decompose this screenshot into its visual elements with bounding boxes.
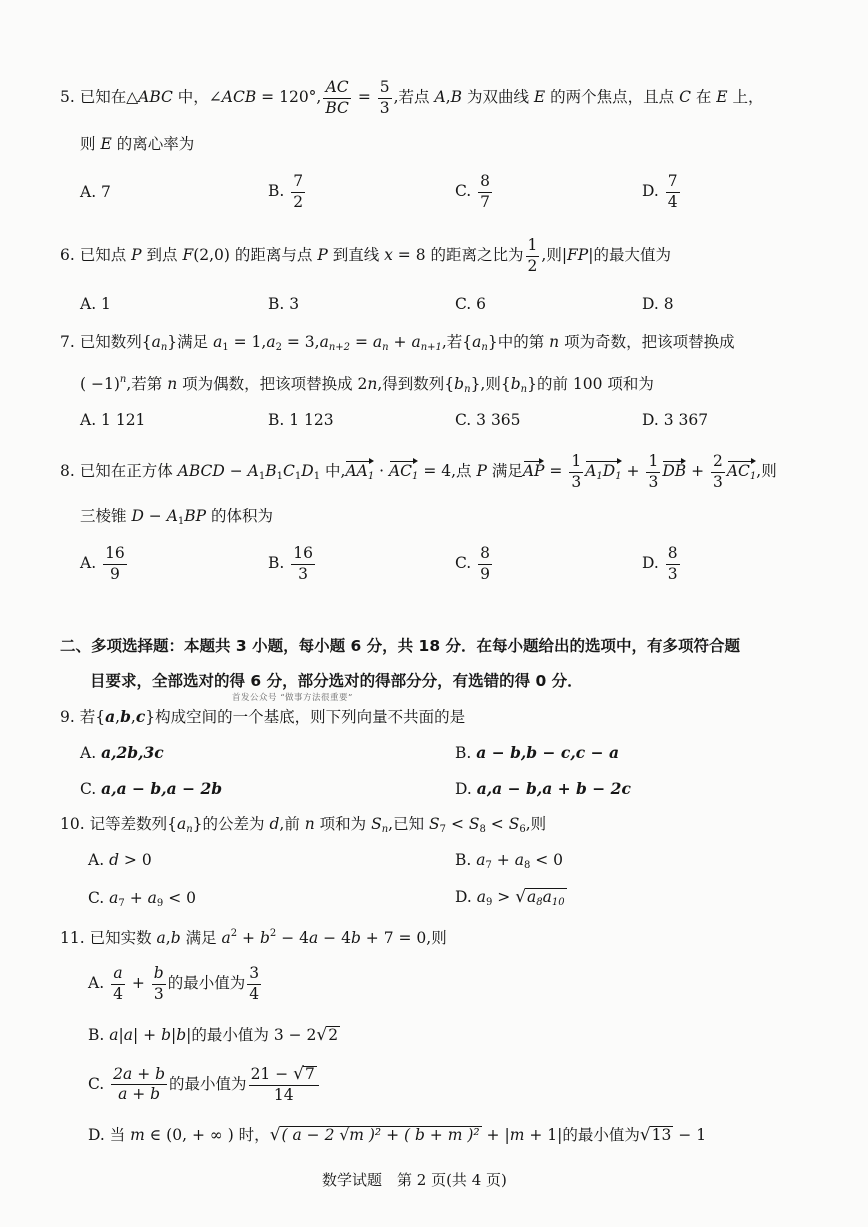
q10-option-c: C. $a_7 + a_9 < 0$ [88,889,196,909]
section2-heading-line2: 目要求，全部选对的得 6 分，部分选对的得部分分，有选错的得 0 分． [90,672,583,690]
q9-option-b: B. a − b,b − c,c − a [455,743,620,762]
q7-option-b: B. 1 123 [268,411,334,429]
vector-ac1-2: $AC_1$ [726,462,757,482]
vector-ac1: $AC_1$ [388,462,419,482]
q5-option-b: B. $\frac{7}{2}$ [268,172,304,211]
q6-option-b: B. 3 [268,295,300,313]
q11-stem: 11. 已知实数 a,b 满足 $a^2 + b^2 - 4a - 4b + 7 = 0$,则 [60,928,447,947]
q10-option-a: A. d > 0 [88,851,152,869]
q6-option-c: C. 6 [455,295,487,313]
q9-option-d: D. a,a − b,a + b − 2c [455,779,631,798]
q8-line1: 8. 已知在正方体 ABCD − $A_1B_1C_1D_1$ 中$,AA_1 \cdot AC_1 = 4$,点 P 满足AP = $\frac{1}{3}$ $A_1D_1$ + $\frac{1}{3}$ DB + $\frac{2}{3}$ $AC_1$,则 [60,452,777,491]
q6-option-d: D. 8 [642,295,674,313]
q10-stem: 10. 记等差数列$\{a_n\}$的公差为 d,前 n 项和为 $S_n$,已知 $S_7 < S_8 < S_6$,则 [60,815,547,835]
q11-option-a: A. $\frac{a}{4}$ + $\frac{b}{3}$ 的最小值为 $\frac{3}{4}$ [88,964,260,1003]
section2-heading-line1: 二、多项选择题：本题共 3 小题，每小题 6 分，共 18 分．在每小题给出的选项中，有多项符合题 [60,637,741,655]
q11-option-c: C. $\frac{2a + b}{a + b}$ 的最小值为 $\frac{21 - √7}{14}$ [88,1066,321,1104]
q5-option-d: D. $\frac{7}{4}$ [642,172,678,211]
q9-option-a: A. a,2b,3c [80,743,164,762]
q5-option-c: C. $\frac{8}{7}$ [455,172,491,211]
watermark-text: 首发公众号 “做事方法很重要” [232,693,353,703]
q7-line1: 7. 已知数列$\{a_n\}$满足 $a_1 = 1,a_2 = 3,a_{n+2} = a_n + a_{n+1}$,若$\{a_n\}$中的第 n 项为奇数，把该项替换成 [60,333,735,353]
vector-db: DB [662,462,687,480]
q10-option-d: D. $a_9 > √a_8a_{10}$ [455,887,565,908]
q5-ratio-fraction: $\frac{AC}{BC}$ [325,78,349,117]
q10-option-b: B. $a_7 + a_8 < 0$ [455,851,564,871]
q8-option-b: B. $\frac{16}{3}$ [268,544,313,583]
vector-aa1: $AA_1$ [345,462,375,482]
q9-stem: 9. 若{a,b,c}构成空间的一个基底，则下列向量不共面的是 [60,707,466,726]
q11-option-d: D. 当 m ∈ (0, + ∞ ) 时，√( a − 2 √m )² + ( b + m )² + |m + 1|的最小值为√13 − 1 [88,1125,707,1145]
q8-option-a: A. $\frac{16}{9}$ [80,544,125,583]
q9-option-c: C. a,a − b,a − 2b [80,779,223,798]
q5-line2: 则 E 的离心率为 [80,135,195,153]
vector-a1d1: $A_1D_1$ [585,462,622,482]
q5-option-a: A. 7 [80,183,111,201]
q8-option-c: C. $\frac{8}{9}$ [455,544,491,583]
q8-line2: 三棱锥 $D - A_1BP$ 的体积为 [80,507,274,527]
q7-option-d: D. 3 367 [642,411,709,429]
q7-option-c: C. 3 365 [455,411,521,429]
q8-option-d: D. $\frac{8}{3}$ [642,544,678,583]
q11-option-b: B. a|a| + b|b|的最小值为 3 − 2√2 [88,1025,339,1045]
q5-line1: 5. 已知在△ABC 中，∠ACB = 120°, $\frac{AC}{BC}$ = $\frac{5}{3}$ ,若点 A,B 为双曲线 E 的两个焦点，且点 C 在 E 上， [60,78,764,117]
vector-ap: AP [522,462,545,480]
q6-line1: 6. 已知点 P 到点 F(2,0) 的距离与点 P 到直线 x = 8 的距离之比为 $\frac{1}{2}$ ,则|FP|的最大值为 [60,236,671,275]
q6-option-a: A. 1 [80,295,111,313]
page-footer: 数学试题 第 2 页(共 4 页) [322,1171,507,1189]
q7-option-a: A. 1 121 [80,411,146,429]
q7-line2: ( −1)$^n$,若第 n 项为偶数，把该项替换成 2n,得到数列$\{b_n\}$,则$\{b_n\}$的前 100 项和为 [80,374,654,395]
